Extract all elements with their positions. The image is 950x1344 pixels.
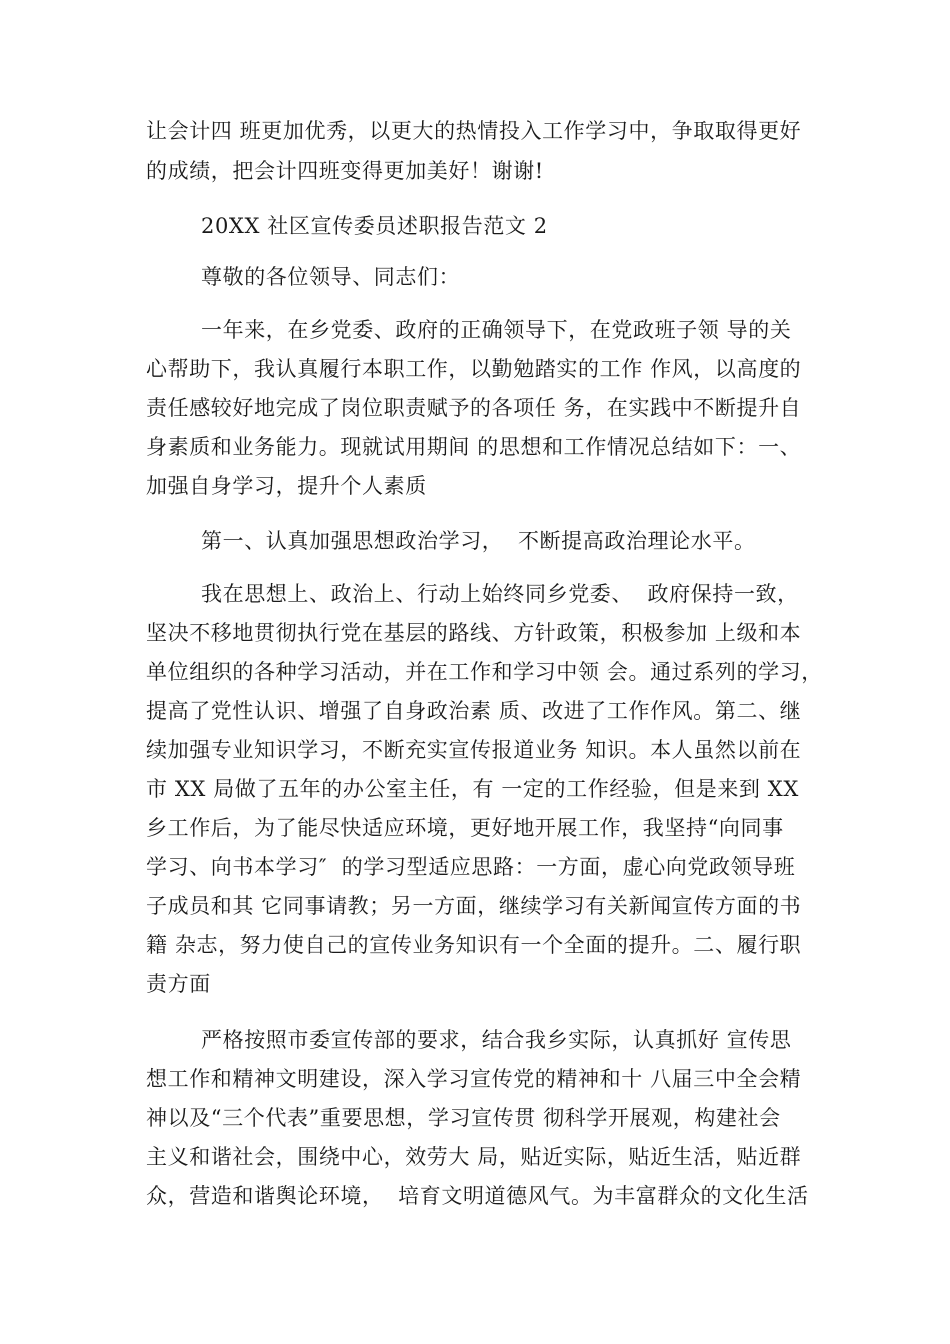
paragraph-4-line-8: 学习、向书本学习″ 的学习型适应思路：一方面，虚心向党政领导班	[146, 855, 796, 879]
paragraph-5-line-4: 主义和谐社会，围绕中心，效劳大 局，贴近实际，贴近生活，贴近群	[146, 1145, 802, 1169]
paragraph-4-line-10: 籍 杂志，努力使自己的宣传业务知识有一个全面的提升。二、履行职	[146, 933, 802, 957]
paragraph-2-line-5: 加强自身学习，提升个人素质	[146, 474, 427, 498]
paragraph-4-line-1: 我在思想上、政治上、行动上始终同乡党委、 政府保持一致，	[201, 582, 799, 606]
paragraph-4-line-7: 乡工作后，为了能尽快适应环境，更好地开展工作，我坚持“向同事	[146, 816, 784, 840]
paragraph-4-line-3: 单位组织的各种学习活动，并在工作和学习中领 会。通过系列的学习，	[146, 660, 823, 684]
paragraph-2-line-3: 责任感较好地完成了岗位职责赋予的各项任 务，在实践中不断提升自	[146, 396, 802, 420]
paragraph-5-line-3: 神以及“三个代表”重要思想，学习宣传贯 彻科学开展观，构建社会	[146, 1106, 781, 1130]
document-title: 20XX 社区宣传委员述职报告范文 2	[201, 214, 548, 238]
paragraph-2-line-2: 心帮助下，我认真履行本职工作，以勤勉踏实的工作 作风，以高度的	[146, 357, 802, 381]
paragraph-1-line-1: 让会计四 班更加优秀，以更大的热情投入工作学习中，争取取得更好	[146, 119, 802, 143]
paragraph-5-line-5: 众，营造和谐舆论环境， 培育文明道德风气。为丰富群众的文化生活	[146, 1184, 809, 1208]
salutation: 尊敬的各位领导、同志们：	[201, 265, 461, 289]
paragraph-4-line-11: 责方面	[146, 972, 211, 996]
paragraph-1-line-2: 的成绩，把会计四班变得更加美好！谢谢!	[146, 159, 544, 183]
paragraph-5-line-2: 想工作和精神文明建设，深入学习宣传党的精神和十 八届三中全会精	[146, 1067, 802, 1091]
paragraph-4-line-5: 续加强专业知识学习，不断充实宣传报道业务 知识。本人虽然以前在	[146, 738, 802, 762]
paragraph-5-line-1: 严格按照市委宣传部的要求，结合我乡实际，认真抓好 宣传思	[201, 1028, 792, 1052]
paragraph-2-line-4: 身素质和业务能力。现就试用期间 的思想和工作情况总结如下：一、	[146, 435, 802, 459]
paragraph-4-line-4: 提高了党性认识、增强了自身政治素 质、改进了工作作风。第二、继	[146, 699, 802, 723]
paragraph-4-line-2: 坚决不移地贯彻执行党在基层的路线、方针政策，积极参加 上级和本	[146, 621, 802, 645]
paragraph-2-line-1: 一年来，在乡党委、政府的正确领导下，在党政班子领 导的关	[201, 318, 792, 342]
paragraph-4-line-9: 子成员和其 它同事请教；另一方面，继续学习有关新闻宣传方面的书	[146, 894, 802, 918]
paragraph-4-line-6: 市 XX 局做了五年的办公室主任，有 一定的工作经验，但是来到 XX	[146, 777, 799, 801]
paragraph-3-line-1: 第一、认真加强思想政治学习， 不断提高政治理论水平。	[201, 529, 756, 553]
